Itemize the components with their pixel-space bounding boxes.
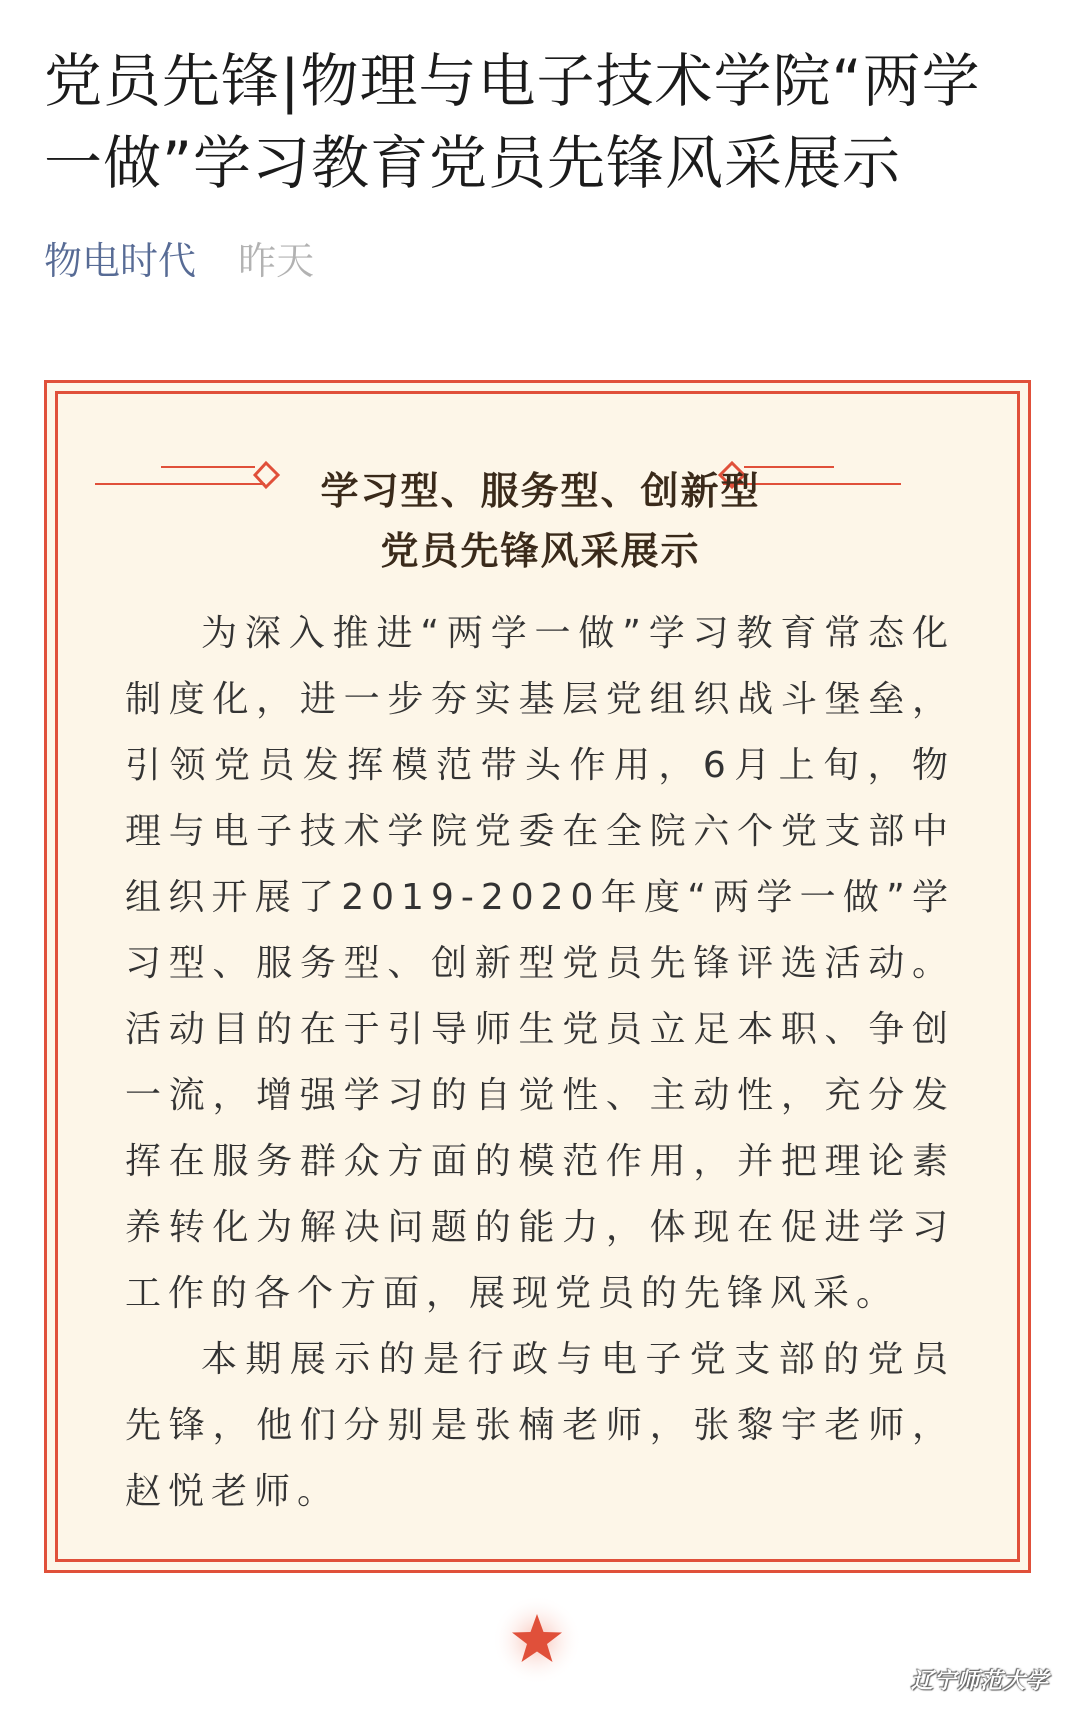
publish-date: 昨天: [238, 239, 315, 283]
intro-card: [44, 380, 1031, 1573]
card-heading-line2: 党员先锋风采展示: [380, 529, 701, 573]
article-meta: [44, 236, 314, 286]
card-body: [125, 601, 955, 1525]
card-heading-line1: 学习型、服务型、创新型: [320, 469, 761, 513]
watermark-logo: 辽宁师范大学: [910, 1669, 1049, 1694]
members-paragraph: 本期展示的是行政与电子党支部的党员先锋，他们分别是张楠老师，张黎宇老师，赵悦老师。: [125, 1339, 955, 1512]
account-name-link[interactable]: 物电时代: [44, 239, 197, 283]
intro-paragraph: 为深入推进“两学一做”学习教育常态化制度化，进一步夯实基层党组织战斗堡垒，引领党员发挥模范带头作用，6月上旬，物理与电子技术学院党委在全院六个党支部中组织开展了2019-2020年度“两学一做”学习型、服务型、创新型党员先锋评选活动。活动目的在于引导师生党员立足本职、争创一流，增强学习的自觉性、主动性，充分发挥在服务群众方面的模范作用，并把理论素养转化为解决问题的能力，体现在促进学习工作的各个方面，展现党员的先锋风采。: [125, 613, 955, 1314]
article-title: 党员先锋|物理与电子技术学院“两学一做”学习教育党员先锋风采展示: [44, 47, 981, 197]
